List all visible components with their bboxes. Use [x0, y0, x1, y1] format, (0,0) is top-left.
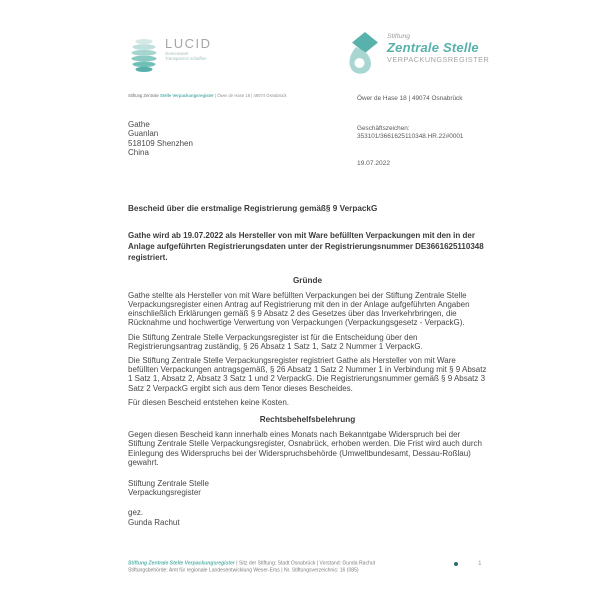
reference-label: Geschäftszeichen:: [357, 125, 410, 132]
recipient-name: Gathe: [128, 120, 150, 129]
reference-block: [357, 125, 464, 141]
paragraph-zustaendigkeit: Die Stiftung Zentrale Stelle Verpackungsregister ist für die Entscheidung über den Registrierungsantrag zuständig, § 26 Absatz 1 Satz 1, Satz 2 Nummer 1 VerpackG.: [128, 332, 423, 351]
zsvr-stiftung-label: Stiftung: [387, 33, 411, 40]
paragraph-widerspruch: Gegen diesen Bescheid kann innerhalb eines Monats nach Bekanntgabe Widerspruch bei der Stiftung Zentrale Stelle Verpackungsregister, Osnabrück, erhoben werden. Die Frist wird auch durch Einlegung des Widerspruchs bei der Widerspruchsbehörde (Umweltbundesamt, Dessau-Roßlau) gewahrt.: [128, 430, 482, 467]
subject-line: Bescheid über die erstmalige Registrierung gemäß§ 9 VerpackG: [128, 204, 378, 213]
signature-name-block: [128, 508, 487, 526]
signature-gez: gez.: [128, 508, 144, 518]
letter-body: [128, 204, 487, 527]
footer-line1-rest: | Sitz der Stiftung: Stadt Osnabrück | Vorstand: Gunda Rachut: [234, 560, 376, 567]
recipient-address: [128, 120, 193, 157]
footer-line2: Stiftungsbehörde: Amt für regionale Landesentwicklung Weser-Ems | Nr. Stiftungsverzeichnis: 16 (085): [128, 567, 359, 574]
lucid-logo-text: [165, 37, 223, 66]
section-heading-rechtsbehelf: Rechtsbehelfsbelehrung: [259, 415, 356, 425]
zsvr-verpackungsregister-label: VERPACKUNGSREGISTER: [387, 55, 490, 64]
footer-org-name: Stiftung Zentrale Stelle Verpackungsregister: [128, 560, 235, 567]
lucid-logo: [130, 37, 223, 73]
paragraph-kosten: Für diesen Bescheid entstehen keine Kosten.: [128, 397, 289, 407]
letter-date: 19.07.2022: [357, 160, 391, 167]
lucid-wordmark: LUCID: [165, 36, 212, 51]
paragraph-antrag: Gathe stellte als Hersteller von mit Ware befüllten Verpackungen bei der Stiftung Zentrale Stelle Verpackungsregister einen Antrag auf Registrierung mit den in der Anlage aufgeführten Angaben einschließlich Erklärungen gemäß § 9 Absatz 2 des Gesetzes über das Inverkehrbringen, die Rücknahme und hochwertige Verwertung von Verpackungen (Verpackungsgesetz - VerpackG).: [128, 290, 470, 328]
footer-pagination: [454, 560, 482, 567]
recipient-city: 518109 Shenzhen: [128, 138, 193, 148]
recipient-street: Guanlan: [128, 129, 159, 139]
footer-imprint: [128, 560, 375, 574]
zsvr-logo: [345, 31, 489, 75]
lucid-tagline: Gemeinsam Transparenz schaffen: [165, 52, 207, 62]
sender-return-address: Stiftung Zentrale Stelle Verpackungsregister | Öwer de Hase 18 | 49074 Osnabrück: [128, 94, 287, 99]
zsvr-logo-text: [387, 31, 489, 64]
office-address: Öwer de Hase 18 | 49074 Osnabrück: [357, 95, 463, 102]
recipient-country: China: [128, 147, 149, 157]
zsvr-zentrale-stelle-label: Zentrale Stelle: [387, 40, 479, 55]
zsvr-drop-icon: [345, 31, 381, 75]
paragraph-registrierung: Die Stiftung Zentrale Stelle Verpackungsregister registriert Gathe als Hersteller von mit Ware befüllten Verpackungen antragsgemäß, § 26 Absatz 1 Satz 2 Nummer 1 in Verbindung mit § 9 Absatz 1 Satz 1, Absatz 2, Absatz 3 Satz 1 und 2 VerpackG. Die Registrierungsnummer gemäß § 9 Absatz 3 Satz 2 VerpackG ergibt sich aus dem Tenor dieses Bescheides.: [128, 356, 487, 393]
page-number: 1: [478, 560, 482, 567]
signature-name: Gunda Rachut: [128, 517, 180, 527]
decision-paragraph: Gathe wird ab 19.07.2022 als Hersteller von mit Ware befüllten Verpackungen mit den in der Anlage aufgeführten Registrierungsdaten unter der Registrierungsnummer DE3661625110348 registriert.: [128, 231, 484, 262]
page-indicator-dot: [454, 562, 458, 566]
section-heading-gruende: Gründe: [292, 275, 323, 285]
reference-value: 353101/3661625110348.HR.22#0001: [357, 132, 464, 140]
lucid-database-icon: [130, 37, 158, 73]
signature-organization: Stiftung Zentrale Stelle Verpackungsregister: [128, 479, 209, 498]
